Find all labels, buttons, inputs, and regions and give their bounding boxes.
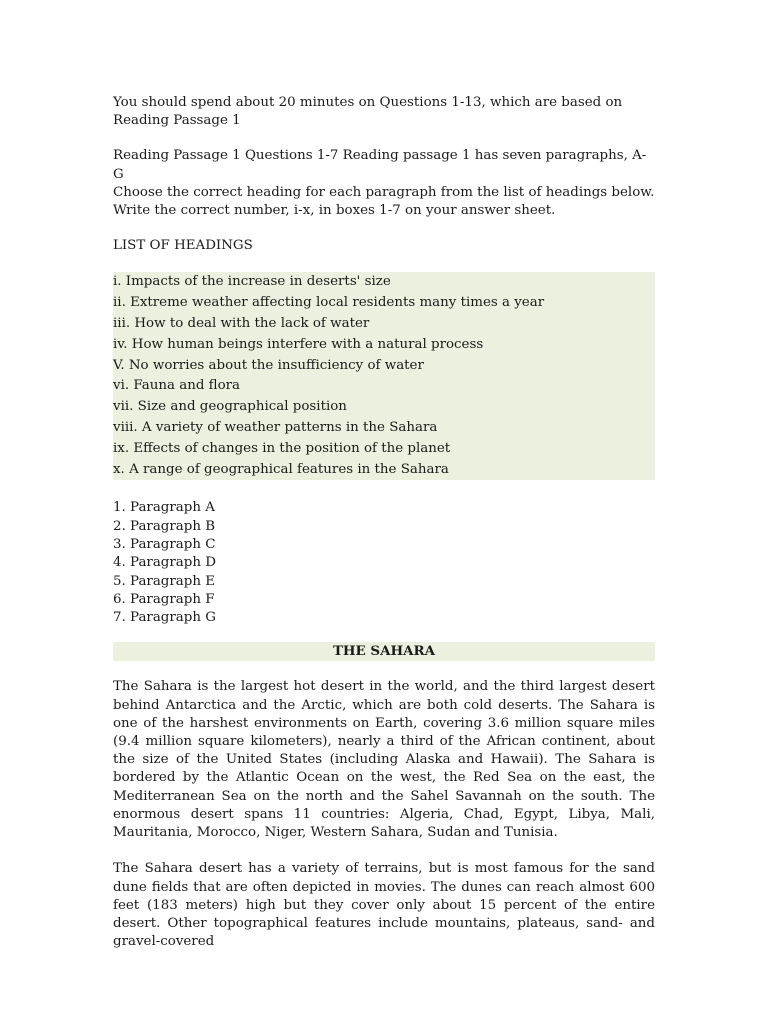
- paragraph-question: 2. Paragraph B: [113, 518, 216, 534]
- paragraph-questions: [113, 499, 655, 627]
- heading-item: viii. A variety of weather patterns in the Sahara: [113, 420, 438, 435]
- heading-item: x. A range of geographical features in the Sahara: [113, 461, 449, 477]
- heading-item: ii. Extreme weather affecting local residents many times a year: [113, 295, 545, 311]
- heading-item: iii. How to deal with the lack of water: [113, 316, 370, 332]
- paragraph-question: 5. Paragraph E: [113, 573, 215, 589]
- instruction-line: Write the correct number, i-x, in boxes 1-7 on your answer sheet.: [113, 203, 556, 219]
- instruction-line: Reading Passage 1 Questions 1-7 Reading passage 1 has seven paragraphs, A-G: [113, 148, 647, 182]
- intro-text: You should spend about 20 minutes on Questions 1-13, which are based on Reading Passage 1: [113, 95, 623, 129]
- heading-item: vii. Size and geographical position: [113, 399, 347, 415]
- body-paragraph: The Sahara desert has a variety of terrains, but is most famous for the sand dune fields that are often depicted in movies. The dunes can reach almost 600 feet (183 meters) high but they cover only about 15 percent of the entire desert. Other topographical features include mountains, plateaus, sand- and gravel-covered: [113, 861, 655, 950]
- paragraph-question: 6. Paragraph F: [113, 591, 215, 607]
- heading-item: ix. Effects of changes in the position of the planet: [113, 440, 451, 456]
- instruction-line: Choose the correct heading for each paragraph from the list of headings below.: [113, 184, 655, 200]
- heading-item: i. Impacts of the increase in deserts' size: [113, 274, 391, 290]
- paragraph-question: 1. Paragraph A: [113, 500, 215, 516]
- heading-item: vi. Fauna and flora: [113, 378, 241, 394]
- headings-list: [113, 272, 655, 480]
- section-title: THE SAHARA: [113, 642, 655, 661]
- paragraph-question: 4. Paragraph D: [113, 555, 216, 571]
- list-of-headings-title: LIST OF HEADINGS: [113, 238, 253, 254]
- instructions: [113, 147, 655, 220]
- heading-item: V. No worries about the insufficiency of water: [113, 357, 424, 373]
- paragraph-question: 7. Paragraph G: [113, 610, 216, 626]
- heading-item: iv. How human beings interfere with a natural process: [113, 336, 484, 352]
- body-paragraph: The Sahara is the largest hot desert in the world, and the third largest desert behind Antarctica and the Arctic, which are both cold deserts. The Sahara is one of the harshest environments on Earth, covering 3.6 million square miles (9.4 million square kilometers), nearly a third of the African continent, about the size of the United States (including Alaska and Hawaii). The Sahara is bordered by the Atlantic Ocean on the west, the Red Sea on the east, the Mediterranean Sea on the north and the Sahel Savannah on the south. The enormous desert spans 11 countries: Algeria, Chad, Egypt, Libya, Mali, Mauritania, Morocco, Niger, Western Sahara, Sudan and Tunisia.: [113, 679, 655, 841]
- document-page: [113, 94, 655, 969]
- paragraph-question: 3. Paragraph C: [113, 536, 216, 552]
